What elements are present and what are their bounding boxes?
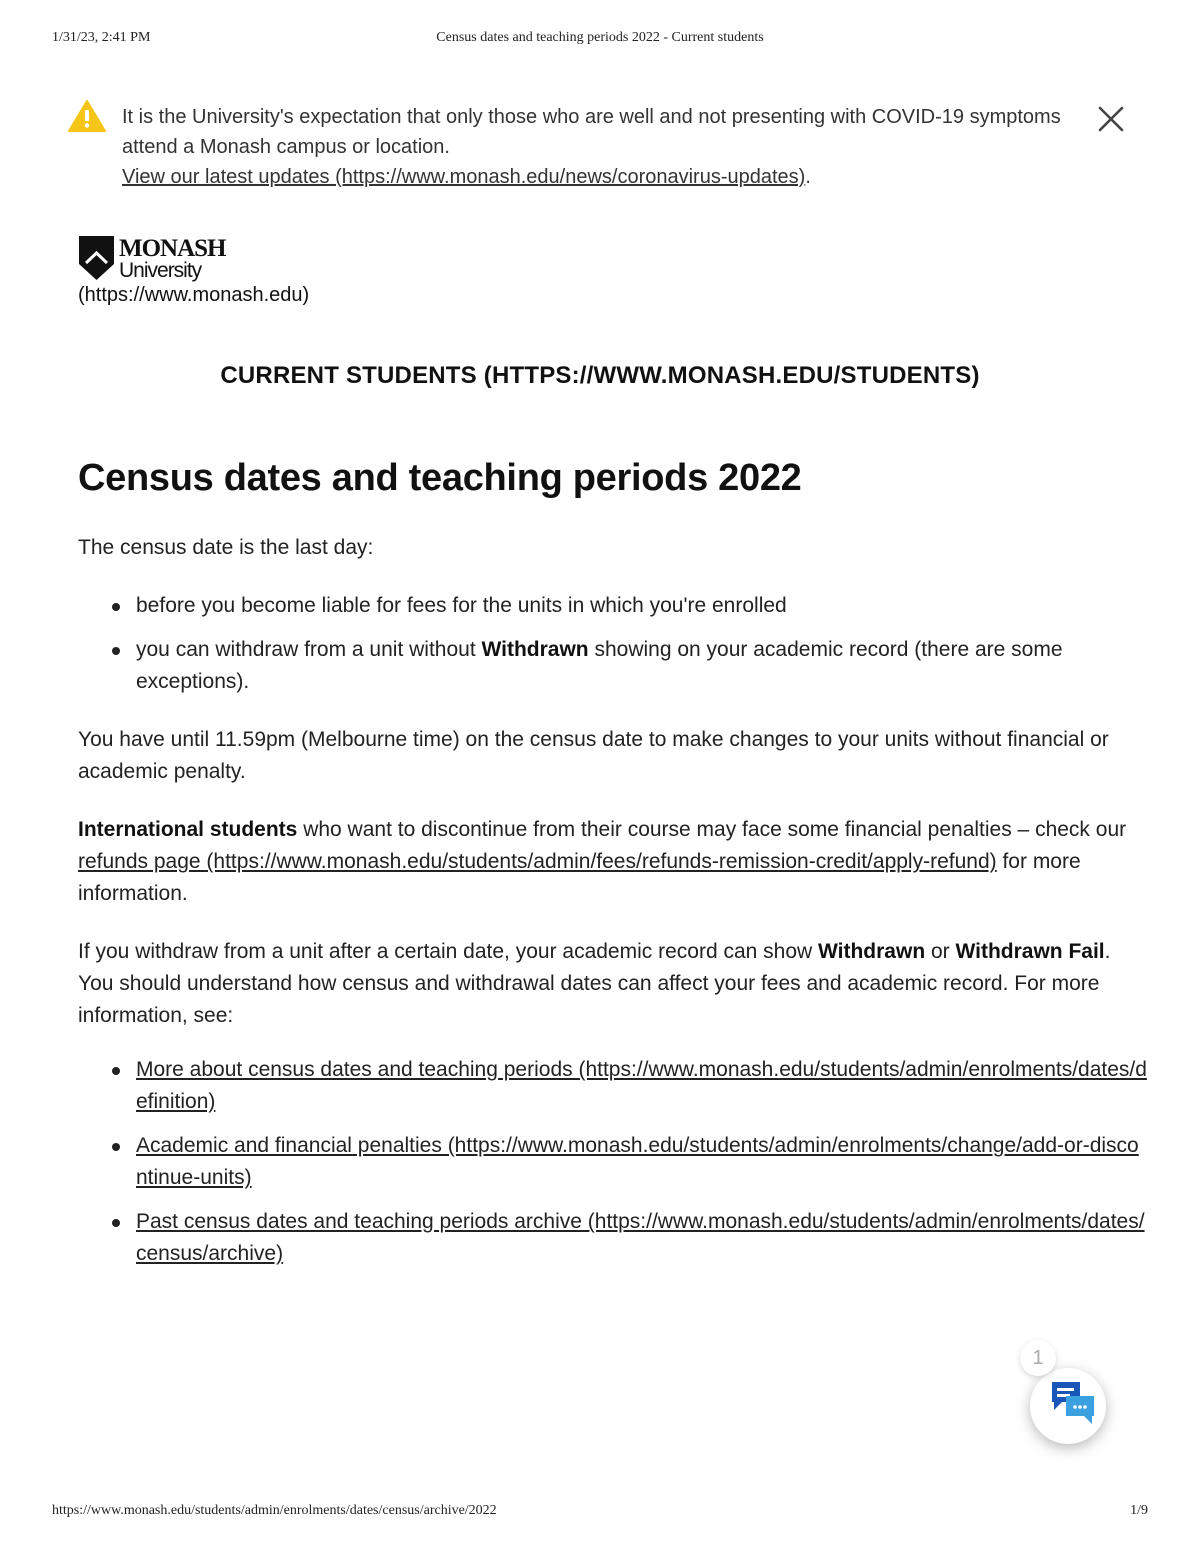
print-header: [52, 30, 1148, 50]
list-item: [136, 634, 1148, 698]
monash-logo[interactable]: [76, 234, 236, 282]
bullet-icon: [112, 647, 120, 655]
more-info-links-list: [78, 1054, 1148, 1270]
print-url: https://www.monash.edu/students/admin/enrolments/dates/census/archive/2022: [52, 1503, 497, 1518]
withdrawn-term: Withdrawn: [818, 940, 926, 963]
bullet-icon: [112, 603, 120, 611]
print-datetime: 1/31/23, 2:41 PM: [52, 30, 151, 45]
census-archive-link[interactable]: Past census dates and teaching periods archive (https://www.monash.edu/students/admin/enrolments/dates/census/archive): [136, 1210, 1145, 1265]
logo-line2: University: [119, 259, 202, 282]
census-definition-link[interactable]: More about census dates and teaching periods (https://www.monash.edu/students/admin/enrolments/dates/definition): [136, 1058, 1147, 1113]
close-icon[interactable]: [1096, 104, 1126, 134]
list-item: [136, 1130, 1148, 1194]
list-item-text: showing on your academic record (there are some exceptions).: [136, 638, 1063, 693]
paragraph-text: who want to discontinue from their course may face some financial penalties – check our: [297, 818, 1127, 841]
alert-link-suffix: .: [805, 166, 811, 188]
withdrawn-term: Withdrawn: [481, 638, 589, 661]
bullet-icon: [112, 1067, 120, 1075]
deadline-paragraph: You have until 11.59pm (Melbourne time) on the census date to make changes to your units without financial or academic penalty.: [78, 728, 1109, 783]
chat-notification-badge: 1: [1020, 1340, 1056, 1376]
paragraph-text: If you withdraw from a unit after a certain date, your academic record can show: [78, 940, 819, 963]
paragraph-text: or: [925, 940, 956, 963]
logo-line1: MONASH: [119, 235, 226, 262]
print-title: Census dates and teaching periods 2022 - Current students: [436, 30, 764, 45]
covid-alert-banner: [66, 98, 1136, 198]
main-content: [78, 450, 1148, 1270]
page-title: Census dates and teaching periods 2022: [78, 457, 802, 499]
chat-widget[interactable]: [1014, 1340, 1114, 1440]
page-number: 1/9: [1130, 1503, 1148, 1518]
list-item: [136, 1054, 1148, 1118]
intro-text: The census date is the last day:: [78, 536, 374, 559]
international-paragraph: [78, 814, 1148, 910]
paragraph-text: for more information.: [78, 850, 1081, 905]
alert-text: It is the University's expectation that only those who are well and not presenting with COVID-19 symptoms attend a Monash campus or location.: [122, 106, 1061, 158]
list-item: [136, 590, 1148, 622]
list-item-text: you can withdraw from a unit without: [136, 638, 482, 661]
alert-message: [122, 102, 1102, 192]
warning-icon: [68, 100, 106, 132]
refunds-page-link[interactable]: refunds page (https://www.monash.edu/students/admin/fees/refunds-remission-credit/apply-refund): [78, 850, 997, 873]
withdrawn-fail-term: Withdrawn Fail: [955, 940, 1105, 963]
list-item: [136, 1206, 1148, 1270]
coronavirus-updates-link[interactable]: View our latest updates (https://www.monash.edu/news/coronavirus-updates): [122, 166, 806, 188]
bullet-icon: [112, 1143, 120, 1151]
withdraw-paragraph: [78, 936, 1148, 1032]
logo-url[interactable]: (https://www.monash.edu): [78, 284, 310, 306]
penalties-link[interactable]: Academic and financial penalties (https://www.monash.edu/students/admin/enrolments/change/add-or-discontinue-units): [136, 1134, 1139, 1189]
census-definition-list: [78, 590, 1148, 698]
print-footer: [52, 1503, 1148, 1523]
list-item-text: before you become liable for fees for the units in which you're enrolled: [136, 594, 787, 617]
current-students-link[interactable]: CURRENT STUDENTS (HTTPS://WWW.MONASH.EDU/STUDENTS): [220, 362, 980, 389]
bullet-icon: [112, 1219, 120, 1227]
international-students-term: International students: [78, 818, 298, 841]
paragraph-text: . You should understand how census and withdrawal dates can affect your fees and academic record. For more information, see:: [78, 940, 1111, 1027]
chat-icon[interactable]: [1050, 1380, 1098, 1426]
